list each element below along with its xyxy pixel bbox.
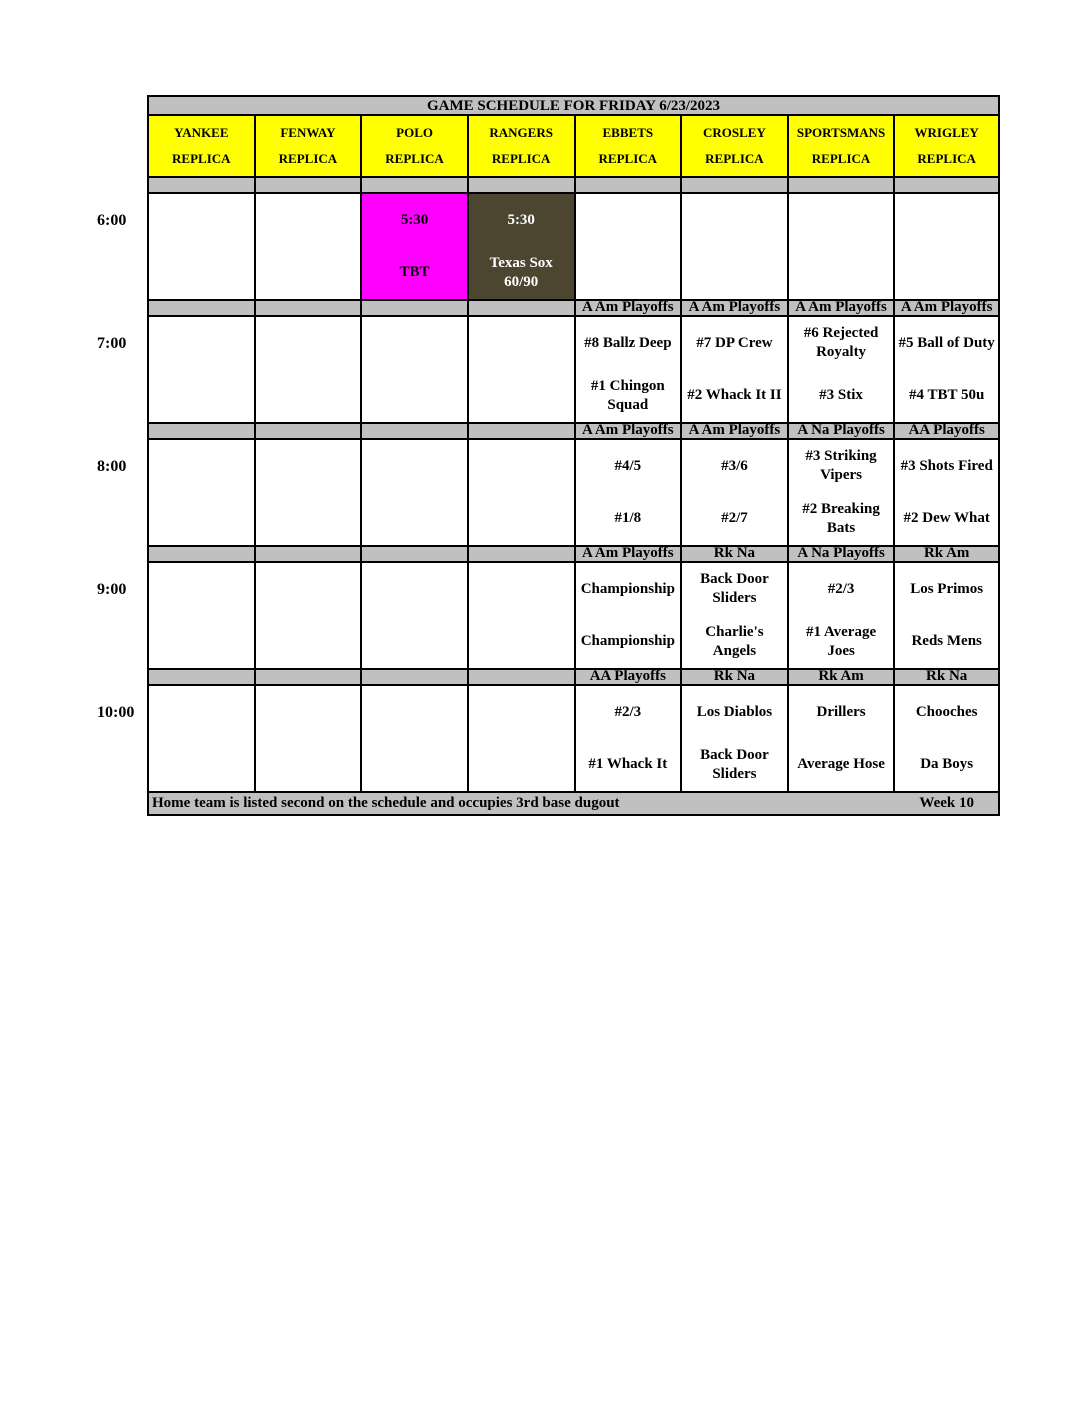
division-label bbox=[254, 178, 361, 194]
field-header-polo bbox=[360, 116, 467, 178]
time-label: 10:00 bbox=[97, 704, 135, 721]
game-cell bbox=[360, 686, 467, 793]
home-team bbox=[789, 247, 894, 300]
division-label bbox=[147, 178, 254, 194]
game-cell bbox=[360, 194, 467, 301]
home-team bbox=[469, 739, 574, 792]
away-team bbox=[682, 194, 787, 247]
game-cell bbox=[147, 194, 254, 301]
away-team bbox=[469, 440, 574, 493]
home-team bbox=[149, 739, 254, 792]
away-team bbox=[469, 686, 574, 739]
game-cell bbox=[467, 686, 574, 793]
time-label: 9:00 bbox=[97, 581, 127, 598]
division-label bbox=[360, 301, 467, 317]
game-cell bbox=[360, 440, 467, 547]
division-label bbox=[360, 424, 467, 440]
home-team bbox=[576, 247, 681, 300]
division-label: A Am Playoffs bbox=[787, 301, 894, 317]
field-name: EBBETS bbox=[602, 125, 654, 141]
division-label bbox=[254, 301, 361, 317]
away-team: Chooches bbox=[915, 703, 978, 720]
home-team bbox=[362, 493, 467, 546]
division-label bbox=[360, 547, 467, 563]
away-team bbox=[362, 563, 467, 616]
away-team bbox=[149, 317, 254, 370]
division-label: AA Playoffs bbox=[893, 424, 1000, 440]
home-team: Texas Sox 60/90 bbox=[489, 254, 553, 290]
away-team bbox=[149, 194, 254, 247]
field-header-wrigley bbox=[893, 116, 1000, 178]
game-cell bbox=[787, 563, 894, 670]
schedule-table bbox=[97, 95, 1000, 816]
home-team: #1 Whack It bbox=[588, 756, 668, 773]
game-cell bbox=[147, 563, 254, 670]
field-header-fenway bbox=[254, 116, 361, 178]
game-cell bbox=[893, 440, 1000, 547]
game-cell bbox=[467, 440, 574, 547]
away-team: Los Diablos bbox=[696, 703, 773, 720]
home-team bbox=[256, 247, 361, 300]
division-label bbox=[147, 547, 254, 563]
division-label-row bbox=[147, 301, 1000, 317]
home-team bbox=[149, 370, 254, 423]
division-label bbox=[147, 670, 254, 686]
away-team bbox=[149, 686, 254, 739]
division-label bbox=[467, 178, 574, 194]
game-cell bbox=[254, 686, 361, 793]
home-team: #2 Dew What bbox=[903, 510, 990, 527]
game-row bbox=[97, 686, 1000, 793]
home-team bbox=[682, 247, 787, 300]
field-name: SPORTSMANS bbox=[796, 125, 886, 141]
time-label: 8:00 bbox=[97, 458, 127, 475]
game-row bbox=[97, 563, 1000, 670]
away-team: #8 Ballz Deep bbox=[584, 334, 672, 351]
home-team bbox=[149, 616, 254, 669]
game-cell bbox=[360, 317, 467, 424]
away-team bbox=[256, 563, 361, 616]
division-label bbox=[680, 178, 787, 194]
home-team: Da Boys bbox=[920, 756, 974, 773]
home-team: Average Hose bbox=[797, 756, 885, 773]
away-team: #2/3 bbox=[827, 580, 855, 597]
away-team: Championship bbox=[580, 580, 675, 597]
home-team bbox=[362, 616, 467, 669]
game-cell bbox=[680, 686, 787, 793]
away-team bbox=[149, 563, 254, 616]
away-team: Drillers bbox=[816, 703, 866, 720]
away-team: #6 Rejected Royalty bbox=[803, 325, 879, 361]
field-subtitle: REPLICA bbox=[917, 150, 976, 166]
game-cell bbox=[254, 194, 361, 301]
field-header-crosley bbox=[680, 116, 787, 178]
home-team: Championship bbox=[580, 633, 675, 650]
away-team bbox=[469, 563, 574, 616]
away-team bbox=[895, 194, 998, 247]
division-label: A Am Playoffs bbox=[574, 424, 681, 440]
game-cell bbox=[680, 563, 787, 670]
away-team: 5:30 bbox=[507, 211, 535, 228]
home-team bbox=[362, 370, 467, 423]
home-team: #2 Whack It II bbox=[687, 387, 782, 404]
division-label-row bbox=[147, 547, 1000, 563]
away-team: #5 Ball of Duty bbox=[898, 334, 995, 351]
schedule-footer bbox=[147, 793, 1000, 816]
division-label: A Na Playoffs bbox=[787, 424, 894, 440]
field-name: WRIGLEY bbox=[914, 125, 979, 141]
field-subtitle: REPLICA bbox=[811, 150, 871, 166]
game-cell bbox=[467, 317, 574, 424]
division-label bbox=[360, 178, 467, 194]
division-label bbox=[254, 670, 361, 686]
away-team: Back Door Sliders bbox=[700, 571, 769, 607]
field-subtitle: REPLICA bbox=[278, 150, 338, 166]
home-team: Back Door Sliders bbox=[700, 746, 769, 782]
game-cell bbox=[574, 317, 681, 424]
division-label bbox=[467, 424, 574, 440]
game-row bbox=[97, 440, 1000, 547]
home-team bbox=[256, 739, 361, 792]
away-team bbox=[256, 317, 361, 370]
division-label: A Am Playoffs bbox=[680, 301, 787, 317]
time-label: 7:00 bbox=[97, 335, 127, 352]
home-team bbox=[149, 493, 254, 546]
division-label-row bbox=[147, 424, 1000, 440]
division-label bbox=[360, 670, 467, 686]
game-row bbox=[97, 194, 1000, 301]
game-cell bbox=[893, 563, 1000, 670]
division-label: Rk Na bbox=[680, 670, 787, 686]
time-slots bbox=[97, 178, 1000, 793]
division-label bbox=[467, 301, 574, 317]
home-team: #4 TBT 50u bbox=[909, 387, 985, 404]
game-cell bbox=[254, 440, 361, 547]
game-cell bbox=[574, 563, 681, 670]
schedule-title: GAME SCHEDULE FOR FRIDAY 6/23/2023 bbox=[147, 95, 1000, 116]
game-cell bbox=[787, 440, 894, 547]
division-label: A Am Playoffs bbox=[574, 547, 681, 563]
division-label bbox=[254, 547, 361, 563]
field-name: CROSLEY bbox=[703, 125, 766, 141]
division-label: Rk Na bbox=[893, 670, 1000, 686]
home-team bbox=[469, 370, 574, 423]
division-label bbox=[467, 670, 574, 686]
home-team: #1 Chingon Squad bbox=[590, 377, 665, 413]
away-team bbox=[149, 440, 254, 493]
home-team: #2/7 bbox=[721, 510, 748, 527]
field-header-ebbets bbox=[574, 116, 681, 178]
away-team: #3/6 bbox=[721, 457, 748, 474]
division-label bbox=[147, 424, 254, 440]
away-team bbox=[789, 194, 894, 247]
division-label: A Na Playoffs bbox=[787, 547, 894, 563]
home-team: #1 Average Joes bbox=[806, 623, 877, 659]
home-team: #2 Breaking Bats bbox=[802, 500, 880, 536]
home-team bbox=[256, 616, 361, 669]
division-label bbox=[467, 547, 574, 563]
game-cell bbox=[467, 563, 574, 670]
game-cell bbox=[360, 563, 467, 670]
game-cell bbox=[254, 563, 361, 670]
game-cell bbox=[893, 194, 1000, 301]
division-label: Rk Am bbox=[787, 670, 894, 686]
game-cell bbox=[147, 317, 254, 424]
home-team bbox=[469, 493, 574, 546]
game-cell bbox=[147, 440, 254, 547]
game-cell bbox=[680, 317, 787, 424]
division-label bbox=[147, 301, 254, 317]
away-team bbox=[362, 317, 467, 370]
division-label: Rk Am bbox=[893, 547, 1000, 563]
away-team bbox=[256, 440, 361, 493]
field-name: POLO bbox=[396, 125, 433, 141]
field-header-yankee bbox=[147, 116, 254, 178]
time-label: 6:00 bbox=[97, 212, 127, 229]
game-cell bbox=[467, 194, 574, 301]
field-header-sportsmans bbox=[787, 116, 894, 178]
away-team: #3 Shots Fired bbox=[900, 457, 993, 474]
home-team bbox=[256, 493, 361, 546]
away-team bbox=[576, 194, 681, 247]
home-team: #1/8 bbox=[614, 510, 642, 527]
game-cell bbox=[680, 440, 787, 547]
field-header-row bbox=[147, 116, 1000, 178]
game-cell bbox=[893, 317, 1000, 424]
home-team bbox=[895, 247, 998, 300]
division-label-row bbox=[147, 670, 1000, 686]
week-label: Week 10 bbox=[919, 795, 974, 811]
division-label: Rk Na bbox=[680, 547, 787, 563]
away-team bbox=[256, 686, 361, 739]
away-team: #3 Striking Vipers bbox=[805, 448, 877, 484]
game-cell bbox=[574, 194, 681, 301]
away-team bbox=[362, 686, 467, 739]
away-team bbox=[362, 440, 467, 493]
division-label: AA Playoffs bbox=[574, 670, 681, 686]
home-team bbox=[256, 370, 361, 423]
field-subtitle: REPLICA bbox=[598, 150, 658, 166]
field-subtitle: REPLICA bbox=[705, 150, 764, 166]
game-cell bbox=[680, 194, 787, 301]
game-cell bbox=[147, 686, 254, 793]
away-team: Los Primos bbox=[910, 580, 984, 597]
division-label-row bbox=[147, 178, 1000, 194]
home-team bbox=[149, 247, 254, 300]
home-team: Charlie's Angels bbox=[705, 623, 764, 659]
field-subtitle: REPLICA bbox=[491, 150, 551, 166]
home-team-note: Home team is listed second on the schedule and occupies 3rd base dugout bbox=[152, 795, 620, 811]
field-name: FENWAY bbox=[280, 125, 336, 141]
away-team: #2/3 bbox=[614, 703, 642, 720]
division-label bbox=[893, 178, 1000, 194]
home-team bbox=[469, 616, 574, 669]
away-team bbox=[469, 317, 574, 370]
away-team: #4/5 bbox=[614, 457, 642, 474]
field-subtitle: REPLICA bbox=[172, 150, 231, 166]
away-team bbox=[256, 194, 361, 247]
game-row bbox=[97, 317, 1000, 424]
division-label bbox=[574, 178, 681, 194]
division-label: A Am Playoffs bbox=[893, 301, 1000, 317]
game-cell bbox=[893, 686, 1000, 793]
away-team: #7 DP Crew bbox=[696, 334, 773, 351]
division-label bbox=[787, 178, 894, 194]
division-label bbox=[254, 424, 361, 440]
field-subtitle: REPLICA bbox=[385, 150, 444, 166]
field-header-rangers bbox=[467, 116, 574, 178]
field-name: RANGERS bbox=[489, 125, 553, 141]
home-team: TBT bbox=[399, 264, 430, 281]
game-cell bbox=[787, 686, 894, 793]
game-cell bbox=[574, 440, 681, 547]
away-team: 5:30 bbox=[400, 211, 429, 228]
game-cell bbox=[574, 686, 681, 793]
home-team bbox=[362, 739, 467, 792]
division-label: A Am Playoffs bbox=[574, 301, 681, 317]
home-team: Reds Mens bbox=[911, 633, 982, 650]
home-team: #3 Stix bbox=[819, 387, 863, 404]
game-cell bbox=[787, 317, 894, 424]
game-cell bbox=[254, 317, 361, 424]
game-cell bbox=[787, 194, 894, 301]
division-label: A Am Playoffs bbox=[680, 424, 787, 440]
field-name: YANKEE bbox=[174, 125, 229, 141]
